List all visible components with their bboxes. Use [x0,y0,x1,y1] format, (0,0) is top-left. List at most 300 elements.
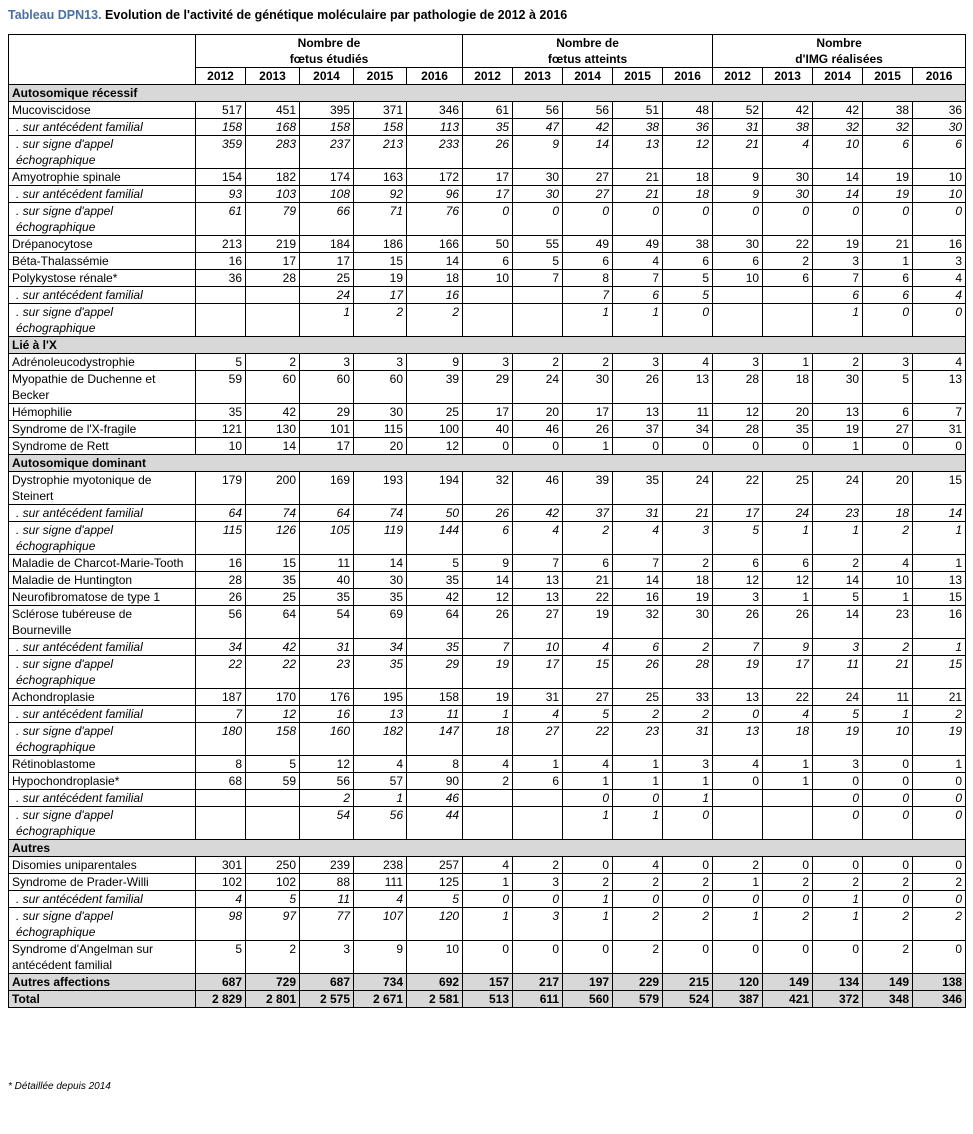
table-id: Tableau DPN13. [8,8,102,22]
value-cell [246,287,300,304]
value-cell: 35 [354,656,407,689]
value-cell: 24 [763,505,813,522]
value-cell: 0 [613,203,663,236]
value-cell: 0 [563,203,613,236]
value-cell: 35 [246,572,300,589]
value-cell: 5 [813,589,863,606]
value-cell: 346 [407,102,463,119]
value-cell: 3 [813,756,863,773]
value-cell: 14 [563,136,613,169]
value-cell: 42 [246,404,300,421]
value-cell: 21 [663,505,713,522]
value-cell: 39 [407,371,463,404]
value-cell: 301 [196,857,246,874]
value-cell: 113 [407,119,463,136]
value-cell: 14 [813,169,863,186]
value-cell: 56 [354,807,407,840]
value-cell: 14 [813,606,863,639]
value-cell: 11 [863,689,913,706]
value-cell: 0 [863,891,913,908]
value-cell: 31 [300,639,354,656]
value-cell: 0 [613,891,663,908]
value-cell: 1 [763,522,813,555]
value-cell: 2 [463,773,513,790]
value-cell: 219 [246,236,300,253]
value-cell: 4 [913,270,966,287]
value-cell: 102 [246,874,300,891]
value-cell: 168 [246,119,300,136]
value-cell: 5 [663,270,713,287]
row-label: . sur signe d'appel échographique [9,656,196,689]
value-cell: 30 [563,371,613,404]
value-cell: 0 [913,891,966,908]
value-cell: 22 [563,589,613,606]
value-cell: 37 [563,505,613,522]
value-cell: 4 [354,891,407,908]
value-cell: 26 [196,589,246,606]
value-cell: 9 [407,354,463,371]
value-cell: 15 [913,656,966,689]
row-label: Amyotrophie spinale [9,169,196,186]
value-cell: 10 [407,941,463,974]
value-cell: 0 [813,790,863,807]
value-cell: 30 [713,236,763,253]
value-cell: 38 [863,102,913,119]
value-cell: 126 [246,522,300,555]
value-cell: 0 [863,857,913,874]
value-cell: 19 [713,656,763,689]
value-cell: 5 [196,941,246,974]
value-cell: 18 [863,505,913,522]
value-cell: 233 [407,136,463,169]
value-cell: 144 [407,522,463,555]
value-cell: 1 [663,790,713,807]
corner-cell [9,35,196,85]
value-cell: 2 [813,354,863,371]
value-cell: 5 [563,706,613,723]
value-cell: 3 [513,874,563,891]
value-cell: 3 [813,639,863,656]
row-label: Syndrome de l'X-fragile [9,421,196,438]
value-cell: 19 [354,270,407,287]
value-cell: 2 [663,706,713,723]
value-cell: 36 [663,119,713,136]
row-label: . sur antécédent familial [9,891,196,908]
value-cell: 97 [246,908,300,941]
value-cell: 49 [613,236,663,253]
value-cell: 213 [196,236,246,253]
value-cell: 19 [913,723,966,756]
value-cell: 19 [463,689,513,706]
value-cell [463,790,513,807]
value-cell: 163 [354,169,407,186]
value-cell: 17 [713,505,763,522]
value-cell: 25 [763,472,813,505]
summary-row [9,991,966,1008]
value-cell: 0 [463,203,513,236]
sub-row [9,807,966,840]
sub-row [9,706,966,723]
value-cell: 4 [513,706,563,723]
table-row [9,874,966,891]
table-row [9,253,966,270]
value-cell: 27 [563,186,613,203]
value-cell: 4 [463,857,513,874]
value-cell: 174 [300,169,354,186]
value-cell: 26 [613,371,663,404]
value-cell: 560 [563,991,613,1008]
value-cell: 1 [813,908,863,941]
value-cell [463,807,513,840]
value-cell: 60 [354,371,407,404]
value-cell: 4 [563,756,613,773]
value-cell: 2 [613,874,663,891]
row-label: . sur signe d'appel échographique [9,723,196,756]
value-cell: 24 [663,472,713,505]
value-cell: 229 [613,974,663,991]
value-cell: 69 [354,606,407,639]
summary-row [9,974,966,991]
value-cell: 4 [913,287,966,304]
value-cell: 20 [354,438,407,455]
value-cell: 13 [713,689,763,706]
value-cell: 184 [300,236,354,253]
value-cell: 125 [407,874,463,891]
value-cell: 215 [663,974,713,991]
value-cell: 182 [354,723,407,756]
value-cell: 9 [513,136,563,169]
value-cell: 7 [913,404,966,421]
year-header: 2012 [713,68,763,85]
value-cell: 55 [513,236,563,253]
value-cell: 26 [463,136,513,169]
value-cell: 180 [196,723,246,756]
value-cell: 0 [813,203,863,236]
value-cell: 120 [713,974,763,991]
value-cell: 26 [563,421,613,438]
value-cell: 101 [300,421,354,438]
row-label: Maladie de Charcot-Marie-Tooth [9,555,196,572]
value-cell: 0 [463,941,513,974]
sub-row [9,287,966,304]
value-cell [513,790,563,807]
value-cell: 29 [300,404,354,421]
value-cell: 3 [663,522,713,555]
value-cell: 27 [563,169,613,186]
row-label: . sur signe d'appel échographique [9,908,196,941]
value-cell: 7 [463,639,513,656]
value-cell: 103 [246,186,300,203]
value-cell: 6 [563,555,613,572]
value-cell: 179 [196,472,246,505]
value-cell: 71 [354,203,407,236]
value-cell: 17 [300,438,354,455]
value-cell: 158 [246,723,300,756]
value-cell: 0 [863,790,913,807]
value-cell: 2 [613,941,663,974]
value-cell: 5 [863,371,913,404]
footnote: * Détaillée depuis 2014 [8,1081,111,1092]
value-cell: 74 [354,505,407,522]
value-cell: 166 [407,236,463,253]
row-label: . sur antécédent familial [9,505,196,522]
value-cell: 12 [246,706,300,723]
table-row [9,589,966,606]
value-cell: 64 [407,606,463,639]
value-cell: 0 [863,203,913,236]
value-cell: 187 [196,689,246,706]
value-cell: 6 [463,522,513,555]
table-row [9,102,966,119]
row-label: Mucoviscidose [9,102,196,119]
value-cell: 3 [354,354,407,371]
value-cell: 56 [196,606,246,639]
value-cell: 96 [407,186,463,203]
value-cell: 1 [813,891,863,908]
value-cell: 1 [613,756,663,773]
value-cell: 98 [196,908,246,941]
row-label: Hypochondroplasie* [9,773,196,790]
value-cell: 4 [913,354,966,371]
value-cell: 4 [713,756,763,773]
value-cell: 18 [663,186,713,203]
value-cell: 27 [513,723,563,756]
value-cell: 35 [196,404,246,421]
value-cell: 1 [463,706,513,723]
table-row [9,689,966,706]
value-cell: 2 [863,874,913,891]
value-cell: 14 [246,438,300,455]
value-cell: 18 [663,572,713,589]
value-cell: 42 [763,102,813,119]
value-cell: 16 [407,287,463,304]
value-cell: 90 [407,773,463,790]
sub-row [9,186,966,203]
value-cell: 30 [354,404,407,421]
value-cell: 34 [663,421,713,438]
value-cell: 2 [513,354,563,371]
value-cell: 387 [713,991,763,1008]
value-cell: 2 [246,354,300,371]
value-cell: 4 [763,136,813,169]
value-cell: 2 581 [407,991,463,1008]
value-cell: 18 [763,371,813,404]
value-cell: 2 [863,908,913,941]
sub-row [9,119,966,136]
value-cell: 2 [613,908,663,941]
value-cell: 26 [763,606,813,639]
value-cell: 32 [813,119,863,136]
table-row [9,472,966,505]
value-cell: 4 [863,555,913,572]
value-cell: 158 [300,119,354,136]
value-cell: 35 [407,572,463,589]
value-cell: 88 [300,874,354,891]
year-header: 2013 [763,68,813,85]
value-cell: 24 [813,689,863,706]
value-cell: 24 [513,371,563,404]
value-cell: 195 [354,689,407,706]
value-cell: 20 [863,472,913,505]
value-cell: 9 [763,639,813,656]
value-cell: 200 [246,472,300,505]
value-cell: 5 [813,706,863,723]
value-cell: 93 [196,186,246,203]
value-cell: 21 [613,186,663,203]
value-cell: 2 [863,941,913,974]
value-cell: 2 [913,908,966,941]
value-cell [713,304,763,337]
value-cell: 21 [863,656,913,689]
value-cell: 134 [813,974,863,991]
year-header: 2015 [863,68,913,85]
value-cell: 28 [246,270,300,287]
value-cell: 27 [863,421,913,438]
value-cell: 359 [196,136,246,169]
value-cell: 1 [563,773,613,790]
value-cell: 10 [913,186,966,203]
value-cell: 1 [913,555,966,572]
row-label: Drépanocytose [9,236,196,253]
value-cell: 40 [463,421,513,438]
value-cell: 25 [246,589,300,606]
value-cell: 10 [913,169,966,186]
value-cell: 22 [246,656,300,689]
value-cell: 21 [613,169,663,186]
section-label: Lié à l'X [9,337,966,354]
table-row [9,773,966,790]
value-cell: 0 [513,438,563,455]
value-cell: 2 [563,354,613,371]
value-cell: 26 [613,656,663,689]
section-row [9,840,966,857]
group-header: Nombre de fœtus étudiés [196,35,463,68]
value-cell: 28 [713,371,763,404]
value-cell: 13 [613,404,663,421]
value-cell: 0 [713,203,763,236]
value-cell: 64 [196,505,246,522]
row-label: . sur antécédent familial [9,287,196,304]
value-cell: 1 [613,773,663,790]
value-cell: 3 [463,354,513,371]
value-cell: 42 [407,589,463,606]
value-cell: 2 [563,522,613,555]
value-cell: 50 [407,505,463,522]
value-cell: 2 575 [300,991,354,1008]
value-cell: 2 [300,790,354,807]
value-cell: 54 [300,807,354,840]
value-cell: 1 [763,354,813,371]
value-cell: 5 [513,253,563,270]
value-cell: 36 [913,102,966,119]
value-cell: 19 [813,723,863,756]
value-cell: 30 [513,186,563,203]
row-label: . sur signe d'appel échographique [9,522,196,555]
value-cell: 17 [300,253,354,270]
value-cell: 0 [713,706,763,723]
year-header: 2013 [513,68,563,85]
value-cell: 15 [913,472,966,505]
value-cell: 102 [196,874,246,891]
value-cell: 0 [813,941,863,974]
value-cell: 2 [813,874,863,891]
value-cell: 17 [563,404,613,421]
value-cell: 32 [863,119,913,136]
value-cell: 611 [513,991,563,1008]
value-cell: 0 [913,941,966,974]
sub-row [9,639,966,656]
value-cell [463,287,513,304]
value-cell [196,790,246,807]
year-header: 2014 [563,68,613,85]
value-cell: 19 [863,169,913,186]
value-cell: 57 [354,773,407,790]
value-cell: 38 [613,119,663,136]
value-cell: 34 [354,639,407,656]
row-label: Rétinoblastome [9,756,196,773]
value-cell: 32 [613,606,663,639]
value-cell: 4 [513,522,563,555]
table-row [9,270,966,287]
value-cell: 734 [354,974,407,991]
value-cell: 119 [354,522,407,555]
value-cell: 7 [613,555,663,572]
value-cell: 1 [563,304,613,337]
value-cell: 2 [763,908,813,941]
value-cell: 37 [613,421,663,438]
value-cell: 11 [300,891,354,908]
sub-row [9,136,966,169]
value-cell: 6 [713,555,763,572]
value-cell: 30 [763,186,813,203]
value-cell: 44 [407,807,463,840]
value-cell: 35 [407,639,463,656]
value-cell: 2 [763,253,813,270]
value-cell: 14 [813,186,863,203]
value-cell: 517 [196,102,246,119]
value-cell: 1 [713,874,763,891]
value-cell: 687 [196,974,246,991]
value-cell: 42 [513,505,563,522]
value-cell: 19 [813,421,863,438]
value-cell [463,304,513,337]
table-row [9,371,966,404]
value-cell: 35 [354,589,407,606]
value-cell: 3 [713,354,763,371]
table-row [9,857,966,874]
value-cell: 1 [563,908,613,941]
value-cell: 17 [354,287,407,304]
value-cell: 56 [513,102,563,119]
value-cell: 38 [663,236,713,253]
year-header: 2014 [813,68,863,85]
value-cell: 0 [513,203,563,236]
value-cell: 50 [463,236,513,253]
table-row [9,438,966,455]
value-cell: 54 [300,606,354,639]
section-row [9,337,966,354]
value-cell: 0 [813,857,863,874]
value-cell: 4 [463,756,513,773]
sub-row [9,656,966,689]
value-cell: 0 [863,438,913,455]
value-cell: 30 [663,606,713,639]
row-label: Myopathie de Duchenne et Becker [9,371,196,404]
value-cell: 29 [407,656,463,689]
value-cell: 16 [196,555,246,572]
value-cell: 12 [300,756,354,773]
value-cell: 31 [663,723,713,756]
